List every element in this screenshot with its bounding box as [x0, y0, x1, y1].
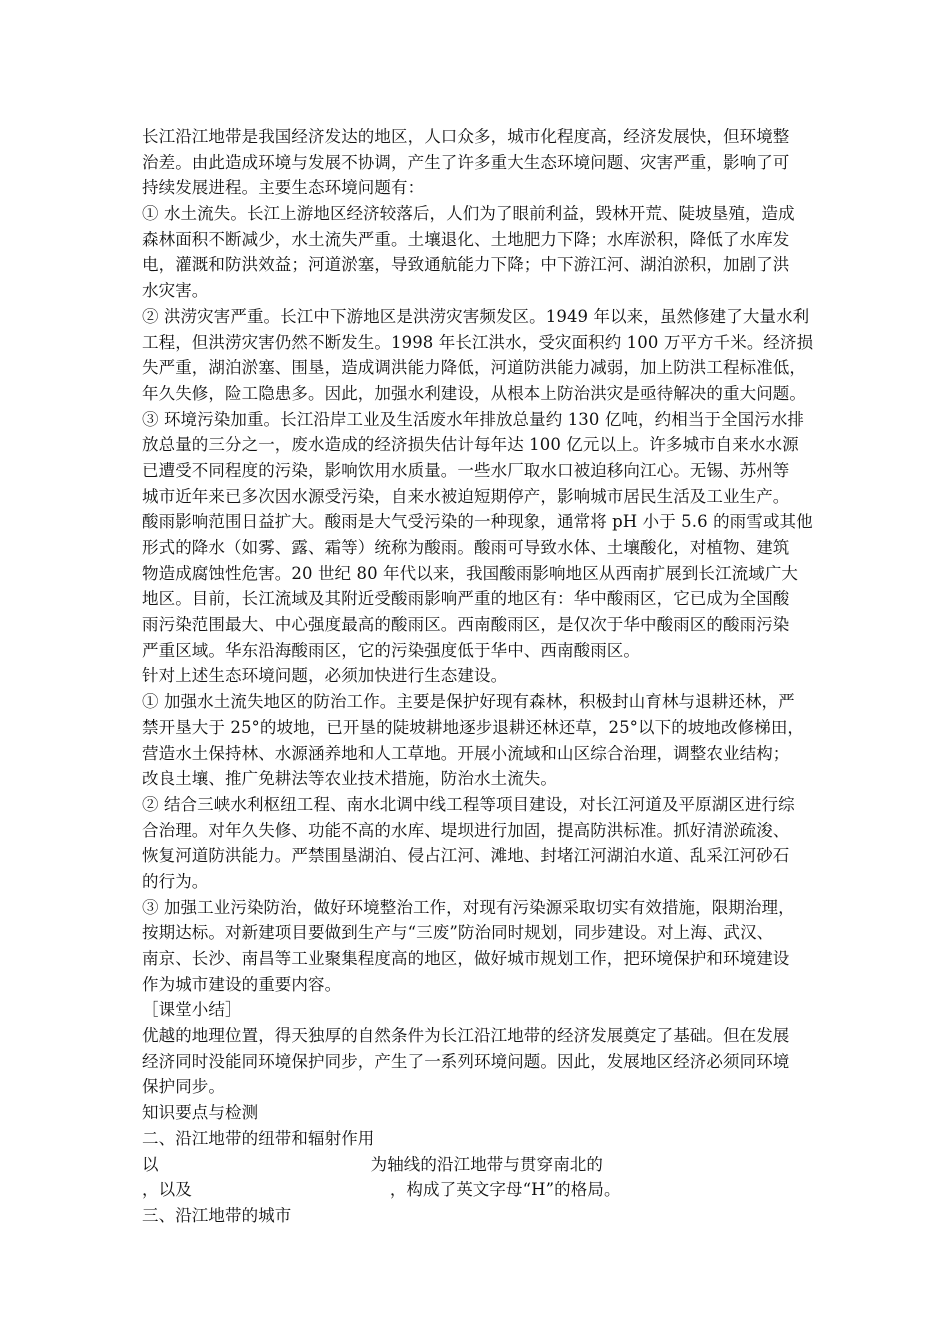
text-line: ① 加强水土流失地区的防治工作。主要是保护好现有森林，积极封山育林与退耕还林，严 — [142, 692, 795, 712]
fill-in-line — [142, 1177, 818, 1203]
text-line: 水灾害。 — [142, 281, 209, 301]
text-line: 酸雨影响范围日益扩大。酸雨是大气受污染的一种现象，通常将 pH 小于 5.6 的雨雪或其他 — [142, 512, 813, 532]
text-line: 营造水土保持林、水源涵养地和人工草地。开展小流域和山区综合治理，调整农业结构； — [142, 743, 790, 763]
fill-in-text: ，以及 — [142, 1180, 192, 1200]
text-line: 南京、长沙、南昌等工业聚集程度高的地区，做好城市规划工作，把环境保护和环境建设 — [142, 949, 790, 968]
text-line: 年久失修，险工隐患多。因此，加强水利建设，从根本上防治洪灾是亟待解决的重大问题。 — [142, 383, 806, 403]
text-line: 保护同步。 — [142, 1077, 225, 1097]
text-line: 形式的降水（如雾、露、霜等）统称为酸雨。酸雨可导致水体、土壤酸化，对植物、建筑 — [142, 538, 790, 557]
text-line: 的行为。 — [142, 871, 209, 891]
text-line: 地区。目前，长江流域及其附近受酸雨影响严重的地区有：华中酸雨区，它已成为全国酸 — [142, 589, 790, 609]
text-line: 已遭受不同程度的污染，影响饮用水质量。一些水厂取水口被迫移向江心。无锡、苏州等 — [142, 460, 790, 480]
section-heading: 三、沿江地带的城市 — [142, 1205, 292, 1225]
text-line: 改良土壤、推广免耕法等农业技术措施，防治水土流失。 — [142, 769, 557, 789]
text-line: 电，灌溉和防洪效益；河道淤塞，导致通航能力下降；中下游江河、湖泊淤积，加剧了洪 — [142, 255, 790, 275]
text-line: 放总量的三分之一，废水造成的经济损失估计每年达 100 亿元以上。许多城市自来水水源 — [142, 435, 799, 455]
document-body — [142, 124, 818, 1229]
section-heading: ［课堂小结］ — [142, 1000, 242, 1020]
text-line: 工程，但洪涝灾害仍然不断发生。1998 年长江洪水，受灾面积约 100 万平方千米。经济损 — [142, 332, 814, 352]
text-line: 经济同时没能同环境保护同步，产生了一系列环境问题。因此，发展地区经济必须同环境 — [142, 1051, 790, 1071]
fill-in-text: ，构成了英文字母“H”的格局。 — [389, 1180, 621, 1200]
text-line: 雨污染范围最大、中心强度最高的酸雨区。西南酸雨区，是仅次于华中酸雨区的酸雨污染 — [142, 615, 790, 635]
text-line: ③ 环境污染加重。长江沿岸工业及生活废水年排放总量约 130 亿吨，约相当于全国污水排 — [142, 409, 805, 429]
section-heading: 二、沿江地带的纽带和辐射作用 — [142, 1128, 375, 1148]
text-line: 合治理。对年久失修、功能不高的水库、堤坝进行加固，提高防洪标准。抓好清淤疏浚、 — [142, 820, 790, 840]
text-line: 治差。由此造成环境与发展不协调，产生了许多重大生态环境问题、灾害严重，影响了可 — [142, 152, 790, 172]
fill-in-line — [142, 1152, 818, 1178]
text-line: ① 水土流失。长江上游地区经济较落后，人们为了眼前利益，毁林开荒、陡坡垦殖，造成 — [142, 204, 795, 224]
text-line: 严重区域。华东沿海酸雨区，它的污染强度低于华中、西南酸雨区。 — [142, 640, 640, 660]
text-line: 优越的地理位置，得天独厚的自然条件为长江沿江地带的经济发展奠定了基础。但在发展 — [142, 1026, 790, 1046]
text-line: 失严重，湖泊淤塞、围垦，造成调洪能力降低，河道防洪能力减弱，加上防洪工程标准低， — [142, 358, 806, 378]
text-line: 恢复河道防洪能力。严禁围垦湖泊、侵占江河、滩地、封堵江河湖泊水道、乱采江河砂石 — [142, 846, 790, 866]
fill-in-text: 以 — [142, 1154, 159, 1174]
text-line: 持续发展进程。主要生态环境问题有： — [142, 178, 425, 198]
section-heading: 知识要点与检测 — [142, 1103, 259, 1123]
text-line: ③ 加强工业污染防治，做好环境整治工作，对现有污染源采取切实有效措施，限期治理， — [142, 897, 795, 917]
text-line: 按期达标。对新建项目要做到生产与“三废”防治同时规划，同步建设。对上海、武汉、 — [142, 923, 774, 943]
text-line: ② 洪涝灾害严重。长江中下游地区是洪涝灾害频发区。1949 年以来，虽然修建了大量水利 — [142, 306, 810, 326]
fill-in-text: 为轴线的沿江地带与贯穿南北的 — [370, 1154, 604, 1174]
text-line: 针对上述生态环境问题，必须加快进行生态建设。 — [142, 666, 508, 686]
text-line: ② 结合三峡水利枢纽工程、南水北调中线工程等项目建设，对长江河道及平原湖区进行综 — [142, 794, 795, 814]
text-line: 森林面积不断减少，水土流失严重。土壤退化、土地肥力下降；水库淤积，降低了水库发 — [142, 229, 790, 249]
text-line: 禁开垦大于 25°的坡地，已开垦的陡坡耕地逐步退耕还林还草，25°以下的坡地改修梯田， — [142, 717, 805, 737]
text-line: 长江沿江地带是我国经济发达的地区，人口众多，城市化程度高，经济发展快，但环境整 — [142, 127, 790, 146]
text-line: 物造成腐蚀性危害。20 世纪 80 年代以来，我国酸雨影响地区从西南扩展到长江流域广大 — [142, 563, 799, 583]
text-line: 作为城市建设的重要内容。 — [142, 974, 342, 994]
text-line: 城市近年来已多次因水源受污染，自来水被迫短期停产，影响城市居民生活及工业生产。 — [142, 486, 790, 506]
